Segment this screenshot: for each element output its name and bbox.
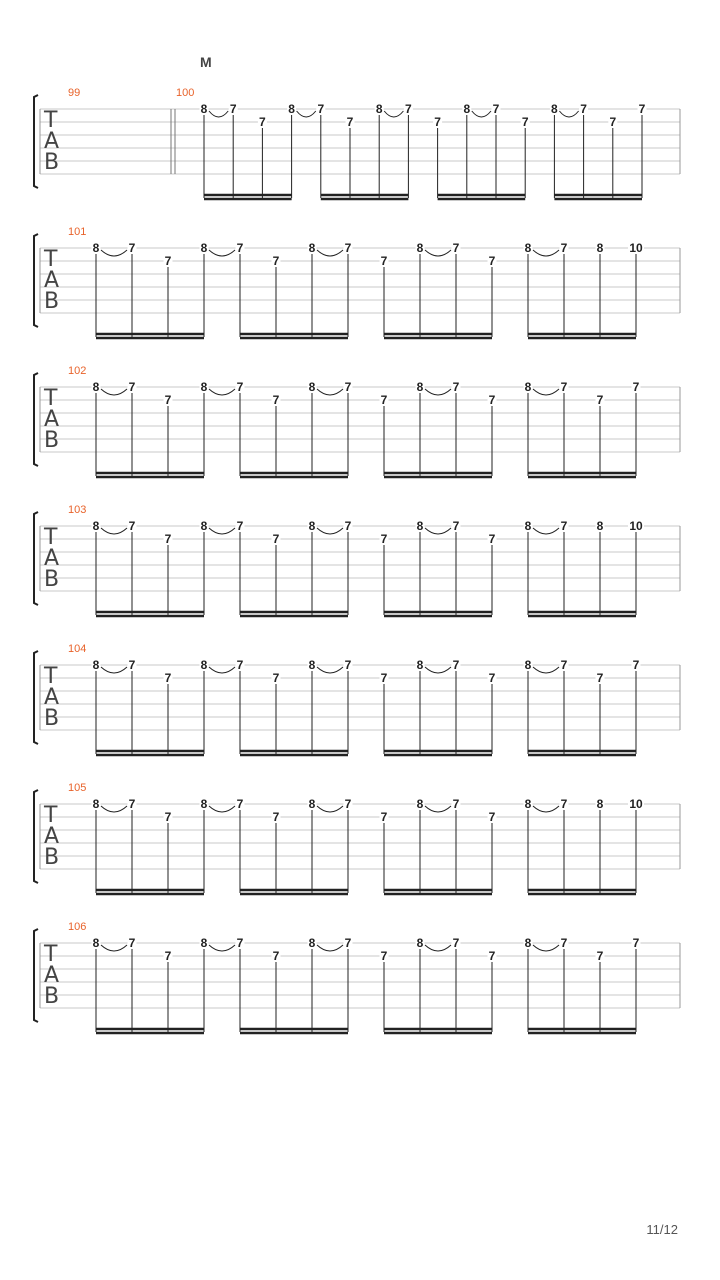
hammer-on-slur: [425, 806, 451, 812]
fret-number: 7: [128, 936, 136, 950]
fret-number: 7: [632, 936, 640, 950]
staff-bracket: [34, 234, 38, 327]
fret-number: 7: [128, 658, 136, 672]
hammer-on-slur: [472, 111, 491, 117]
fret-number: 8: [524, 241, 532, 255]
fret-number: 7: [128, 241, 136, 255]
fret-number: 7: [560, 797, 568, 811]
fret-number: 7: [488, 949, 496, 963]
fret-number: 7: [560, 519, 568, 533]
fret-number: 7: [560, 380, 568, 394]
hammer-on-slur: [533, 250, 559, 256]
tab-clef-letter: A: [44, 268, 60, 293]
fret-number: 7: [128, 380, 136, 394]
fret-number: 8: [200, 102, 208, 116]
hammer-on-slur: [209, 806, 235, 812]
fret-number: 7: [229, 102, 237, 116]
tab-clef-letter: A: [44, 824, 60, 849]
hammer-on-slur: [317, 250, 343, 256]
hammer-on-slur: [425, 250, 451, 256]
fret-number: 7: [638, 102, 646, 116]
staff-bracket: [34, 929, 38, 1022]
fret-number: 7: [488, 254, 496, 268]
fret-number: 7: [272, 671, 280, 685]
fret-number: 7: [632, 658, 640, 672]
fret-number: 8: [92, 936, 100, 950]
staff-bracket: [34, 651, 38, 744]
measure-number: 99: [68, 87, 81, 99]
tab-clef-letter: B: [44, 150, 60, 175]
fret-number: 7: [317, 102, 325, 116]
hammer-on-slur: [101, 667, 127, 673]
fret-number: 7: [128, 797, 136, 811]
fret-number: 7: [272, 949, 280, 963]
hammer-on-slur: [425, 667, 451, 673]
tab-clef-letter: B: [44, 706, 60, 731]
fret-number: 8: [308, 241, 316, 255]
hammer-on-slur: [533, 945, 559, 951]
fret-number: 7: [344, 797, 352, 811]
fret-number: 7: [596, 949, 604, 963]
hammer-on-slur: [533, 528, 559, 534]
measure-number: 105: [68, 782, 87, 794]
fret-number: 8: [200, 936, 208, 950]
fret-number: 7: [344, 519, 352, 533]
hammer-on-slur: [101, 389, 127, 395]
fret-number: 7: [164, 671, 172, 685]
fret-number: 7: [380, 393, 388, 407]
hammer-on-slur: [425, 528, 451, 534]
tab-clef-letter: T: [44, 386, 58, 411]
fret-number: 8: [596, 797, 604, 811]
hammer-on-slur: [384, 111, 403, 117]
fret-number: 8: [596, 519, 604, 533]
fret-number: 8: [524, 797, 532, 811]
hammer-on-slur: [317, 528, 343, 534]
fret-number: 7: [272, 254, 280, 268]
fret-number: 7: [452, 658, 460, 672]
fret-number: 7: [488, 532, 496, 546]
hammer-on-slur: [425, 389, 451, 395]
tab-clef-letter: T: [44, 108, 58, 133]
fret-number: 7: [236, 241, 244, 255]
fret-number: 7: [521, 115, 529, 129]
fret-number: 8: [416, 241, 424, 255]
fret-number: 8: [200, 658, 208, 672]
fret-number: 10: [629, 519, 643, 533]
fret-number: 7: [380, 810, 388, 824]
fret-number: 7: [380, 671, 388, 685]
hammer-on-slur: [533, 389, 559, 395]
fret-number: 7: [380, 532, 388, 546]
measure-number: 100: [176, 87, 195, 99]
fret-number: 8: [524, 519, 532, 533]
fret-number: 8: [92, 380, 100, 394]
hammer-on-slur: [317, 389, 343, 395]
fret-number: 8: [308, 380, 316, 394]
fret-number: 7: [596, 393, 604, 407]
hammer-on-slur: [101, 945, 127, 951]
fret-number: 7: [488, 671, 496, 685]
fret-number: 8: [551, 102, 558, 116]
fret-number: 8: [416, 936, 424, 950]
fret-number: 7: [236, 380, 244, 394]
fret-number: 7: [344, 241, 352, 255]
fret-number: 8: [524, 380, 532, 394]
fret-number: 7: [609, 115, 617, 129]
fret-number: 7: [236, 797, 244, 811]
fret-number: 7: [344, 936, 352, 950]
fret-number: 8: [288, 102, 295, 116]
hammer-on-slur: [317, 945, 343, 951]
fret-number: 7: [128, 519, 136, 533]
staff-bracket: [34, 95, 38, 188]
hammer-on-slur: [209, 528, 235, 534]
hammer-on-slur: [297, 111, 316, 117]
measure-number: 101: [68, 226, 87, 238]
tab-clef-letter: T: [44, 247, 58, 272]
fret-number: 7: [380, 254, 388, 268]
tab-clef-letter: A: [44, 129, 60, 154]
fret-number: 7: [492, 102, 500, 116]
fret-number: 7: [272, 532, 280, 546]
fret-number: 7: [344, 658, 352, 672]
hammer-on-slur: [533, 806, 559, 812]
tab-clef-letter: T: [44, 803, 58, 828]
tab-clef-letter: T: [44, 525, 58, 550]
fret-number: 7: [452, 936, 460, 950]
hammer-on-slur: [209, 250, 235, 256]
fret-number: 8: [524, 658, 532, 672]
fret-number: 7: [488, 810, 496, 824]
fret-number: 7: [259, 115, 266, 129]
fret-number: 8: [596, 241, 604, 255]
fret-number: 7: [452, 380, 460, 394]
fret-number: 10: [629, 241, 643, 255]
tab-clef-letter: A: [44, 546, 60, 571]
fret-number: 8: [200, 380, 208, 394]
fret-number: 7: [164, 393, 172, 407]
hammer-on-slur: [209, 945, 235, 951]
fret-number: 7: [452, 797, 460, 811]
hammer-on-slur: [425, 945, 451, 951]
fret-number: 7: [164, 532, 172, 546]
fret-number: 7: [344, 380, 352, 394]
fret-number: 8: [308, 797, 316, 811]
hammer-on-slur: [533, 667, 559, 673]
fret-number: 7: [236, 658, 244, 672]
fret-number: 7: [164, 949, 172, 963]
tab-clef-letter: B: [44, 845, 60, 870]
measure-number: 104: [68, 643, 87, 655]
fret-number: 7: [580, 102, 587, 116]
fret-number: 8: [524, 936, 532, 950]
fret-number: 8: [92, 241, 100, 255]
tab-clef-letter: A: [44, 685, 60, 710]
fret-number: 10: [629, 797, 643, 811]
staff-bracket: [34, 512, 38, 605]
tab-clef-letter: T: [44, 942, 58, 967]
measure-number: 103: [68, 504, 87, 516]
fret-number: 8: [200, 519, 208, 533]
tab-clef-letter: B: [44, 567, 60, 592]
tab-clef-letter: A: [44, 963, 60, 988]
fret-number: 8: [308, 936, 316, 950]
fret-number: 7: [560, 936, 568, 950]
hammer-on-slur: [101, 806, 127, 812]
fret-number: 8: [463, 102, 471, 116]
fret-number: 7: [452, 519, 460, 533]
fret-number: 8: [200, 241, 208, 255]
staff-bracket: [34, 373, 38, 466]
hammer-on-slur: [101, 528, 127, 534]
hammer-on-slur: [559, 111, 578, 117]
tab-clef-letter: B: [44, 428, 60, 453]
fret-number: 8: [375, 102, 383, 116]
fret-number: 7: [632, 380, 640, 394]
hammer-on-slur: [101, 250, 127, 256]
hammer-on-slur: [209, 389, 235, 395]
tab-clef-letter: A: [44, 407, 60, 432]
tab-clef-letter: B: [44, 984, 60, 1009]
fret-number: 7: [236, 936, 244, 950]
measure-number: 102: [68, 365, 87, 377]
fret-number: 8: [92, 519, 100, 533]
fret-number: 8: [416, 519, 424, 533]
fret-number: 8: [416, 797, 424, 811]
fret-number: 8: [200, 797, 208, 811]
fret-number: 7: [164, 810, 172, 824]
fret-number: 7: [346, 115, 354, 129]
hammer-on-slur: [209, 111, 228, 117]
fret-number: 7: [560, 241, 568, 255]
staff-bracket: [34, 790, 38, 883]
fret-number: 8: [416, 658, 424, 672]
fret-number: 7: [405, 102, 412, 116]
fret-number: 7: [236, 519, 244, 533]
fret-number: 8: [416, 380, 424, 394]
fret-number: 7: [272, 810, 280, 824]
hammer-on-slur: [317, 667, 343, 673]
fret-number: 7: [488, 393, 496, 407]
hammer-on-slur: [317, 806, 343, 812]
fret-number: 8: [92, 797, 100, 811]
fret-number: 8: [308, 519, 316, 533]
fret-number: 7: [164, 254, 172, 268]
hammer-on-slur: [209, 667, 235, 673]
fret-number: 8: [92, 658, 100, 672]
section-marker: M: [200, 54, 212, 70]
tab-clef-letter: B: [44, 289, 60, 314]
fret-number: 7: [380, 949, 388, 963]
fret-number: 7: [434, 115, 441, 129]
fret-number: 8: [308, 658, 316, 672]
fret-number: 7: [452, 241, 460, 255]
fret-number: 7: [596, 671, 604, 685]
page-number: 11/12: [646, 1222, 678, 1237]
tab-clef-letter: T: [44, 664, 58, 689]
measure-number: 106: [68, 921, 87, 933]
fret-number: 7: [560, 658, 568, 672]
fret-number: 7: [272, 393, 280, 407]
